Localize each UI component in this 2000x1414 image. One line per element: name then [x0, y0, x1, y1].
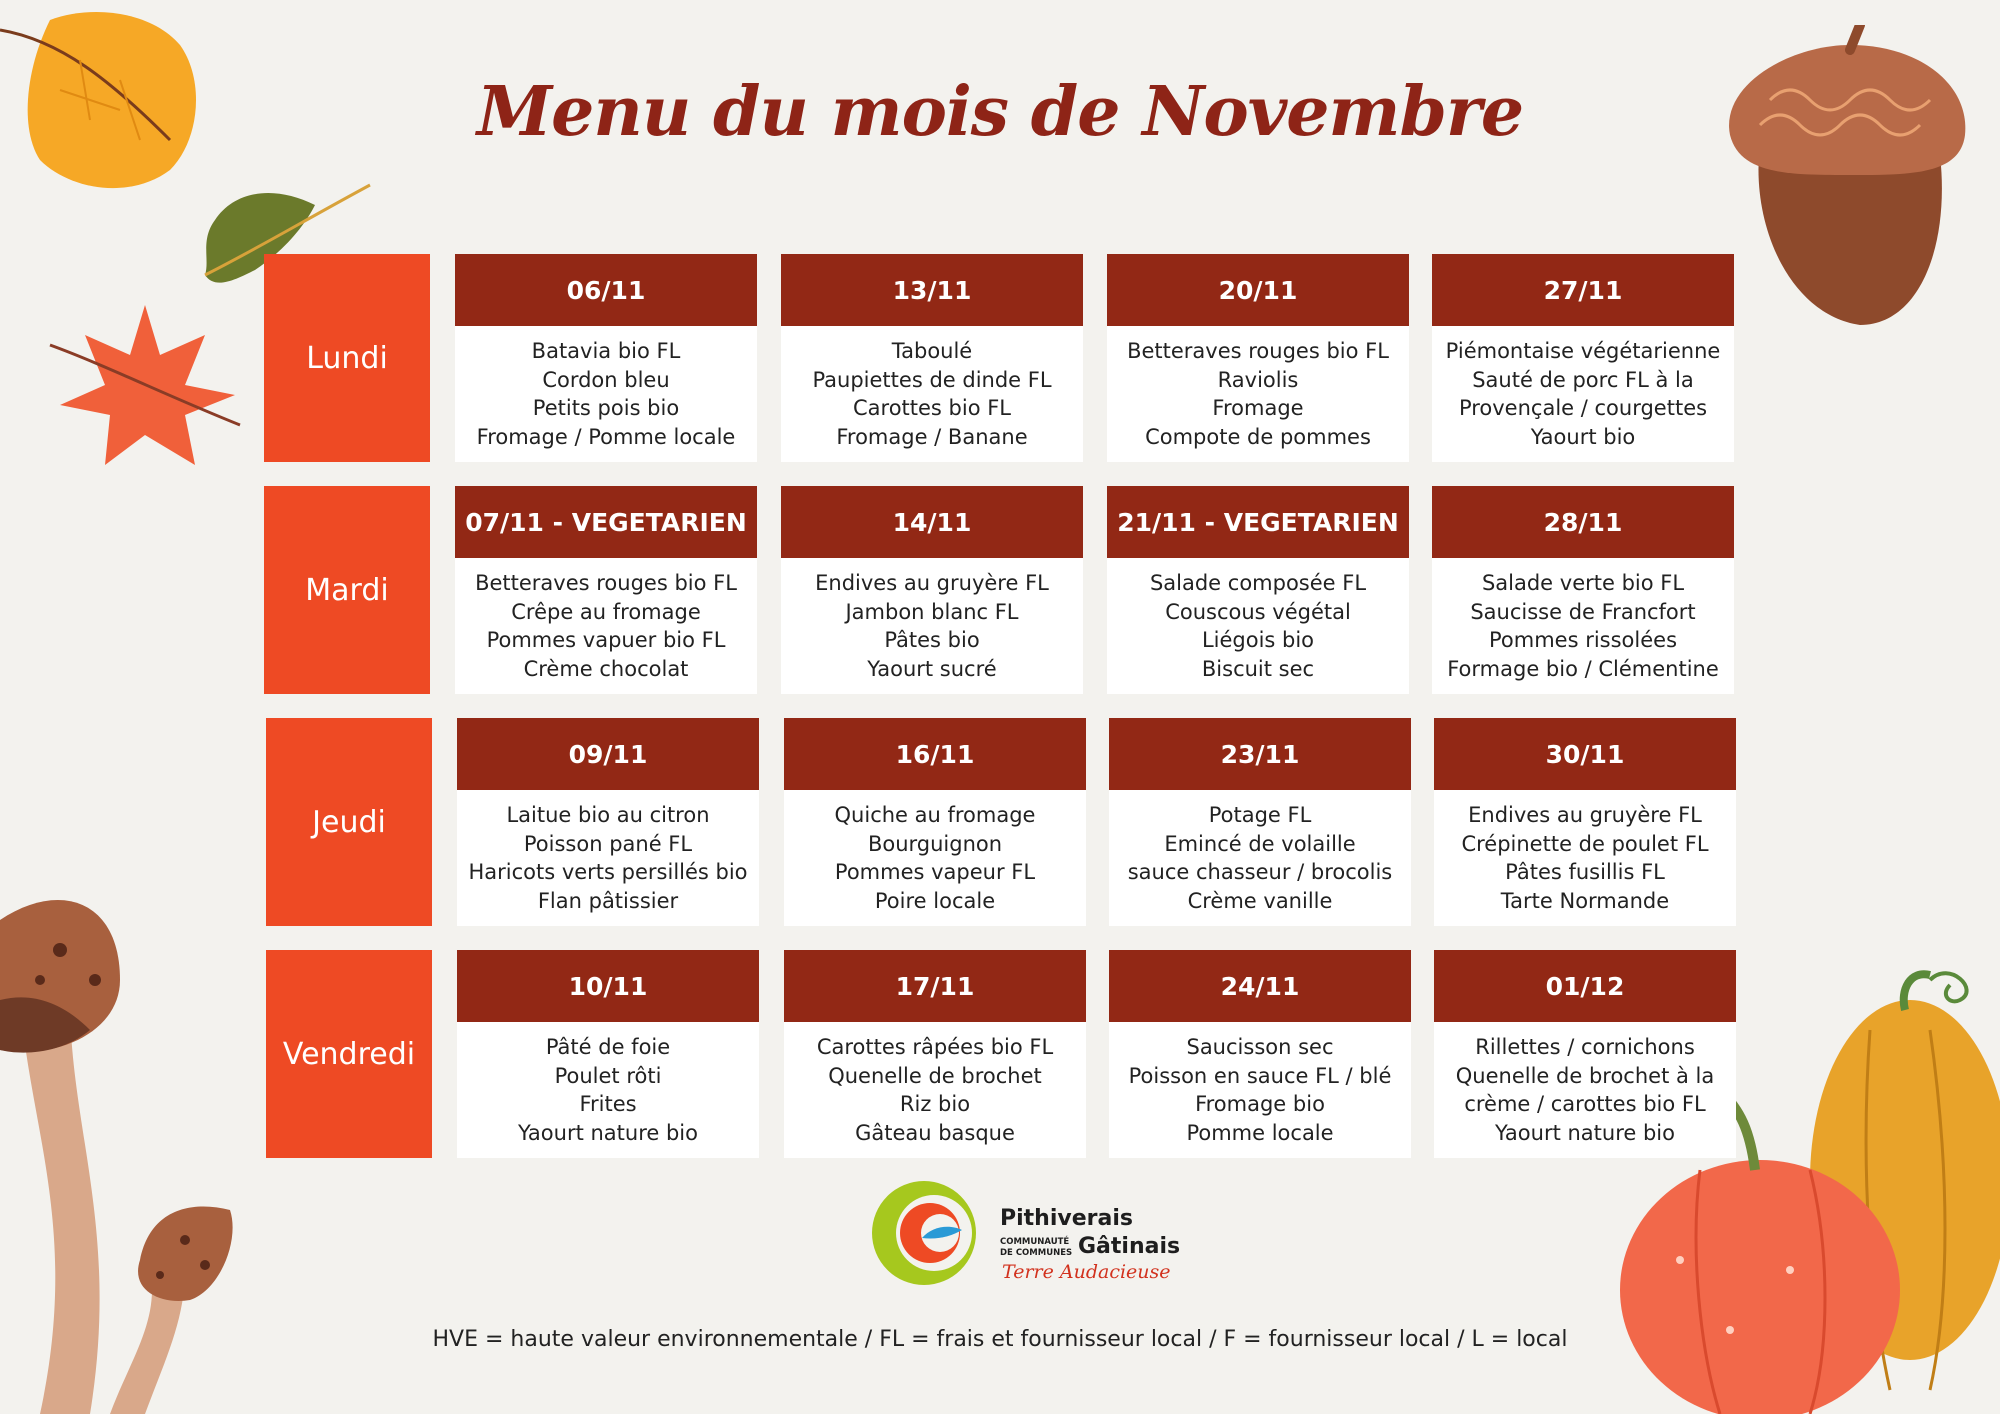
menu-item: Emincé de volaille [1164, 831, 1356, 856]
menu-item: Crêpe au fromage [511, 599, 701, 624]
menu-item: Pâté de foie [545, 1035, 671, 1059]
menu-item: Batavia bio FL [531, 339, 681, 363]
menu-cell [1107, 254, 1409, 462]
menu-cell [1432, 254, 1734, 462]
menu-item: Salade verte bio FL [1481, 571, 1685, 595]
menu-item: Endives au gruyère FL [815, 571, 1049, 595]
menu-item: Quenelle de brochet [828, 1063, 1042, 1088]
menu-cell-items [1434, 1022, 1736, 1158]
menu-item: Rillettes / cornichons [1475, 1035, 1695, 1059]
menu-item: Compote de pommes [1145, 424, 1371, 449]
day-label-vendredi: Vendredi [266, 950, 432, 1158]
menu-item: Couscous végétal [1165, 599, 1351, 624]
menu-cell-date: 01/12 [1434, 950, 1736, 1022]
logo-subtitle-line2: DE COMMUNES [1000, 1248, 1073, 1258]
menu-cell-items [455, 326, 757, 462]
menu-item: Betteraves rouges bio FL [475, 571, 737, 595]
menu-item: Poulet rôti [554, 1063, 662, 1088]
menu-item: Yaourt nature bio [1494, 1120, 1675, 1145]
menu-cell [1107, 486, 1409, 694]
menu-item: sauce chasseur / brocolis [1127, 860, 1393, 884]
menu-item: Carottes bio FL [852, 396, 1012, 420]
menu-cell [455, 486, 757, 694]
menu-item: Paupiettes de dinde FL [812, 367, 1052, 392]
menu-cell-date: 23/11 [1109, 718, 1411, 790]
menu-item: Saucisse de Francfort [1470, 599, 1696, 624]
menu-item: Quenelle de brochet à la [1455, 1063, 1715, 1088]
menu-cell-items [1432, 326, 1734, 462]
menu-item: Poisson en sauce FL / blé [1128, 1063, 1392, 1088]
menu-item: Cordon bleu [542, 367, 670, 392]
legend-text: HVE = haute valeur environnementale / FL = frais et fournisseur local / F = fournisseur local / L = local [432, 1327, 1568, 1352]
menu-cell-date: 16/11 [784, 718, 1086, 790]
menu-item: Laitue bio au citron [506, 803, 710, 827]
day-label-jeudi: Jeudi [266, 718, 432, 926]
menu-cell-items [1107, 558, 1409, 694]
menu-cell [457, 950, 759, 1158]
logo-emblem-icon [862, 1178, 992, 1288]
menu-cell-items [457, 790, 759, 926]
menu-cell-items [1434, 790, 1736, 926]
logo [862, 1178, 1192, 1288]
menu-item: Pommes rissolées [1488, 628, 1678, 652]
menu-item: Taboulé [891, 339, 973, 363]
menu-cell-items [1107, 326, 1409, 462]
menu-cell-date: 09/11 [457, 718, 759, 790]
menu-item: Bourguignon [867, 831, 1003, 856]
menu-item: Pâtes fusillis FL [1505, 860, 1665, 884]
menu-item: Gâteau basque [855, 1120, 1015, 1145]
menu-item: Piémontaise végétarienne [1445, 339, 1721, 363]
menu-cell [781, 486, 1083, 694]
menu-item: crème / carottes bio FL [1464, 1092, 1706, 1116]
menu-item: Quiche au fromage [834, 803, 1036, 827]
logo-name-line2: Gâtinais [1078, 1234, 1181, 1259]
menu-item: Poisson pané FL [523, 831, 693, 856]
menu-item: Potage FL [1208, 803, 1312, 827]
menu-cell [1434, 950, 1736, 1158]
menu-item: Poire locale [874, 888, 996, 913]
menu-item: Flan pâtissier [537, 888, 679, 913]
menu-cell [1432, 486, 1734, 694]
menu-item: Sauté de porc FL à la [1472, 367, 1694, 392]
menu-item: Raviolis [1217, 367, 1299, 392]
logo-name-line1: Pithiverais [1000, 1206, 1133, 1231]
menu-cell-items [781, 326, 1083, 462]
menu-cell [455, 254, 757, 462]
menu-item: Yaourt bio [1530, 424, 1636, 449]
menu-cell [457, 718, 759, 926]
menu-item: Riz bio [899, 1092, 971, 1116]
day-label-lundi: Lundi [264, 254, 430, 462]
menu-item: Pomme locale [1186, 1120, 1334, 1145]
menu-cell [1109, 950, 1411, 1158]
menu-item: Provençale / courgettes [1458, 396, 1708, 420]
menu-item: Formage bio / Clémentine [1447, 656, 1719, 681]
menu-item: Tarte Normande [1500, 888, 1670, 913]
logo-subtitle [1000, 1237, 1072, 1259]
menu-item: Pommes vapeur FL [834, 860, 1036, 884]
maple-leaf-icon [45, 295, 245, 475]
menu-item: Jambon blanc FL [845, 599, 1019, 624]
menu-item: Liégois bio [1201, 628, 1315, 652]
menu-item: Pommes vapuer bio FL [486, 628, 726, 652]
menu-cell-date: 07/11 - VEGETARIEN [455, 486, 757, 558]
menu-item: Frites [579, 1092, 637, 1116]
menu-item: Crépinette de poulet FL [1461, 831, 1709, 856]
logo-subtitle-line1: COMMUNAUTÉ [1000, 1237, 1070, 1247]
menu-cell-date: 14/11 [781, 486, 1083, 558]
menu-cell-items [1432, 558, 1734, 694]
menu-cell-items [457, 1022, 759, 1158]
menu-item: Saucisson sec [1186, 1035, 1334, 1059]
menu-cell-date: 27/11 [1432, 254, 1734, 326]
menu-cell-items [1109, 790, 1411, 926]
menu-item: Fromage / Pomme locale [476, 424, 736, 449]
menu-item: Crème vanille [1187, 888, 1333, 913]
menu-item: Salade composée FL [1149, 571, 1367, 595]
menu-cell [784, 950, 1086, 1158]
menu-cell-date: 13/11 [781, 254, 1083, 326]
menu-cell-date: 30/11 [1434, 718, 1736, 790]
menu-item: Yaourt nature bio [517, 1120, 698, 1145]
menu-item: Fromage bio [1195, 1092, 1325, 1116]
menu-cell [784, 718, 1086, 926]
menu-cell-date: 21/11 - VEGETARIEN [1107, 486, 1409, 558]
menu-cell-items [455, 558, 757, 694]
menu-item: Crème chocolat [523, 656, 689, 681]
menu-item: Carottes râpées bio FL [816, 1035, 1054, 1059]
menu-item: Betteraves rouges bio FL [1127, 339, 1389, 363]
menu-cell [1434, 718, 1736, 926]
menu-cell-items [1109, 1022, 1411, 1158]
menu-cell-items [784, 1022, 1086, 1158]
menu-cell-date: 28/11 [1432, 486, 1734, 558]
menu-cell-items [781, 558, 1083, 694]
menu-item: Biscuit sec [1201, 656, 1315, 681]
menu-item: Pâtes bio [884, 628, 980, 652]
menu-cell-date: 06/11 [455, 254, 757, 326]
menu-cell-date: 24/11 [1109, 950, 1411, 1022]
menu-item: Yaourt sucré [867, 656, 997, 681]
menu-item: Endives au gruyère FL [1468, 803, 1702, 827]
menu-cell-date: 20/11 [1107, 254, 1409, 326]
menu-item: Fromage / Banane [836, 424, 1028, 449]
menu-item: Fromage [1212, 396, 1304, 420]
menu-cell-date: 10/11 [457, 950, 759, 1022]
menu-cell [1109, 718, 1411, 926]
menu-item: Haricots verts persillés bio [468, 860, 748, 884]
menu-item: Petits pois bio [532, 396, 680, 420]
logo-tagline: Terre Audacieuse [1002, 1261, 1171, 1283]
menu-cell-date: 17/11 [784, 950, 1086, 1022]
page-title: Menu du mois de Novembre [476, 72, 1524, 152]
menu-cell-items [784, 790, 1086, 926]
day-label-mardi: Mardi [264, 486, 430, 694]
menu-cell [781, 254, 1083, 462]
